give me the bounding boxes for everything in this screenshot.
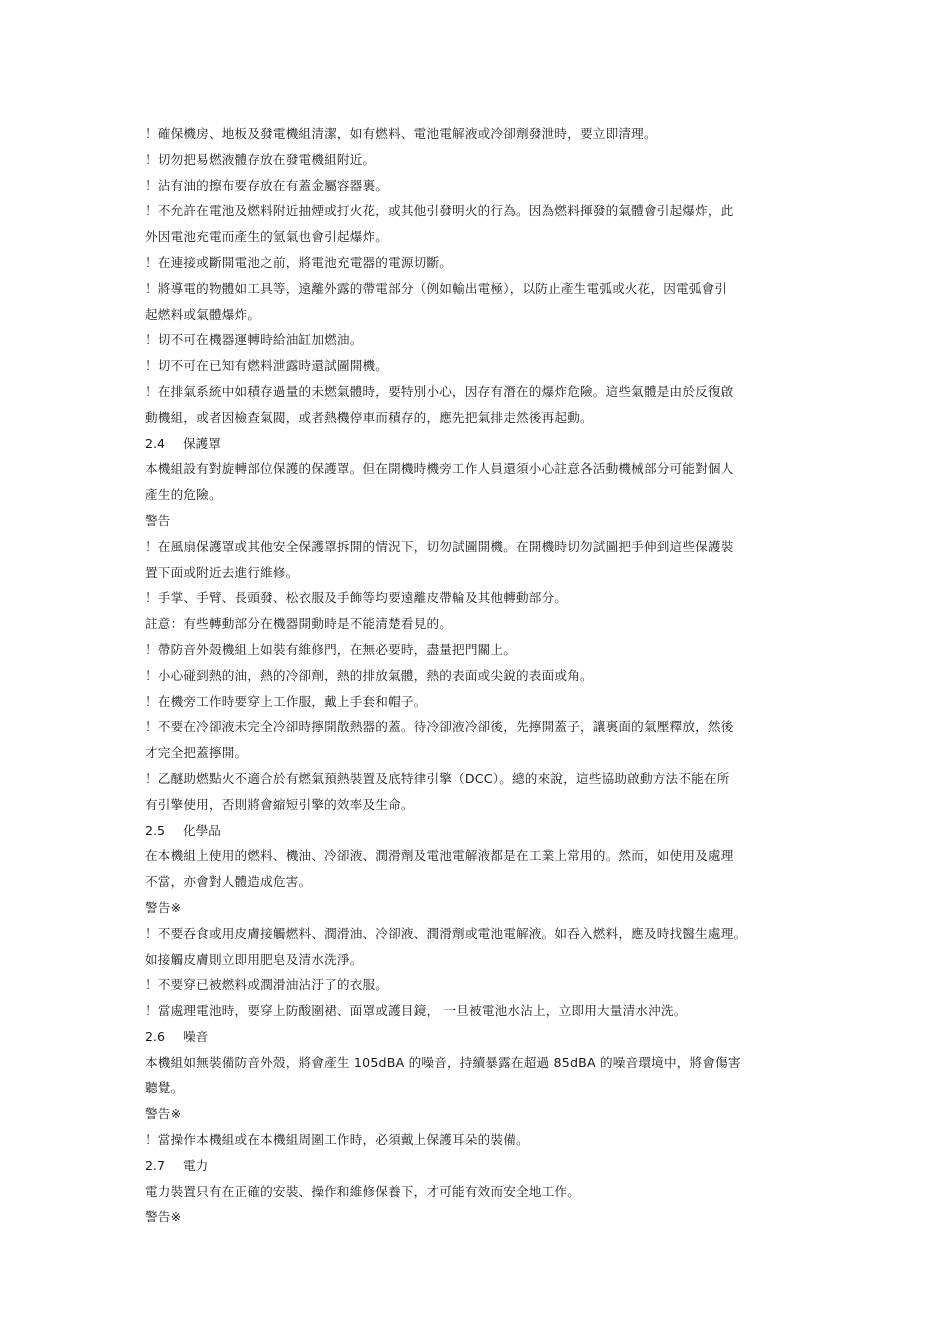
section-number: 2.6 [145,1028,166,1044]
text-line: ！當操作本機組或在本機組周圍工作時，必須戴上保護耳朵的裝備。 [145,1132,529,1148]
text-line: ！不要穿已被燃料或潤滑油沾汙了的衣服。 [145,977,389,993]
text-line: ！確保機房、地板及發電機組清潔，如有燃料、電池電解液或冷卻劑發泄時，要立即清理。 [145,126,657,141]
text-line: 電力裝置只有在正確的安裝、操作和維修保養下，才可能有效而安全地工作。 [145,1183,580,1199]
text-line: 如接觸皮膚則立即用肥皂及清水洗淨。 [145,951,363,967]
text-line: 產生的危險。 [145,487,222,503]
text-line: ！當處理電池時，要穿上防酸圍裙、面罩或護目鏡， 一旦被電池水沾上，立即用大量清水沖洗。 [145,1003,687,1019]
section-heading [145,431,810,457]
section-heading [145,1024,810,1050]
text-line: 註意：有些轉動部分在機器開動時是不能清楚看見的。 [145,616,453,632]
document-body [145,121,810,1230]
section-title: 化學品 [183,822,221,838]
text-line: 外因電池充電而產生的氫氣也會引起爆炸。 [145,229,389,245]
text-line: 警告※ [145,899,182,915]
text-line: ！乙醚助燃點火不適合於有燃氣預熱裝置及底特律引擎（DCC）。總的來說，這些協助啟動方法不能在所 [145,770,730,786]
text-line: 警告 [145,512,171,528]
text-line: ！手掌、手臂、長頭發、松衣服及手飾等均要遠離皮帶輪及其他轉動部分。 [145,590,568,606]
section-number: 2.5 [145,822,166,838]
text-line: ！帶防音外殼機組上如裝有維修門，在無必要時，盡量把門關上。 [145,641,517,657]
section-heading [145,1153,810,1179]
text-line: ！小心碰到熱的油，熱的冷卻劑，熱的排放氣體，熱的表面或尖銳的表面或角。 [145,667,593,683]
section-heading [145,818,810,844]
text-line: ！沾有油的擦布要存放在有蓋金屬容器裏。 [145,177,389,193]
text-line: ！在連接或斷開電池之前，將電池充電器的電源切斷。 [145,254,453,270]
text-line: ！切勿把易燃液體存放在發電機組附近。 [145,151,376,167]
text-line: ！不要在冷卻液未完全冷卻時擰開散熱器的蓋。待冷卻液冷卻後，先擰開蓋子，讓裏面的氣壓釋放，然後 [145,719,734,735]
text-line: ！在排氣系統中如積存過量的未燃氣體時，要特別小心，因存有潛在的爆炸危險。這些氣體是由於反復啟 [145,383,734,399]
text-line: ！在風扇保護罩或其他安全保護罩拆開的情況下，切勿試圖開機。在開機時切勿試圖把手伸到這些保護裝 [145,538,734,554]
text-line: 起燃料或氣體爆炸。 [145,306,261,322]
text-line: 有引擎使用，否則將會縮短引擎的效率及生命。 [145,796,414,812]
text-line: 置下面或附近去進行維修。 [145,564,299,580]
section-title: 電力 [183,1157,209,1173]
text-line: 動機組，或者因檢查氣閥，或者熱機停車而積存的，應先把氣排走然後再起動。 [145,409,593,425]
text-line: 聽覺。 [145,1080,184,1096]
section-title: 保護罩 [183,435,221,451]
text-line: ！將導電的物體如工具等，遠離外露的帶電部分（例如輸出電極），以防止產生電弧或火花，因電弧會引 [145,280,728,296]
text-line: ！在機旁工作時要穿上工作服，戴上手套和帽子。 [145,693,427,709]
text-line: 本機組如無裝備防音外殼，將會產生 105dBA 的噪音，持續暴露在超過 85dBA 的噪音環境中，將會傷害 [145,1054,741,1070]
text-line: 在本機組上使用的燃料、機油、冷卻液、潤滑劑及電池電解液都是在工業上常用的。然而，如使用及處理 [145,848,734,864]
section-number: 2.4 [145,435,166,451]
text-line: 才完全把蓋擰開。 [145,745,248,761]
section-title: 噪音 [183,1028,209,1044]
text-line: 不當，亦會對人體造成危害。 [145,874,312,890]
text-line: 警告※ [145,1106,182,1122]
text-line: ！不要吞食或用皮膚接觸燃料、潤滑油、冷卻液、潤滑劑或電池電解液。如吞入燃料，應及時找醫生處理。 [145,925,747,941]
section-number: 2.7 [145,1157,166,1173]
text-line: ！切不可在已知有燃料泄露時還試圖開機。 [145,358,389,374]
text-line: 警告※ [145,1209,182,1225]
text-line: ！不允許在電池及燃料附近抽煙或打火花，或其他引發明火的行為。因為燃料揮發的氣體會引起爆炸，此 [145,203,734,219]
text-line: ！切不可在機器運轉時給油缸加燃油。 [145,332,363,348]
text-line: 本機組設有對旋轉部位保護的保護罩。但在開機時機旁工作人員還須小心註意各活動機械部分可能對個人 [145,461,734,477]
